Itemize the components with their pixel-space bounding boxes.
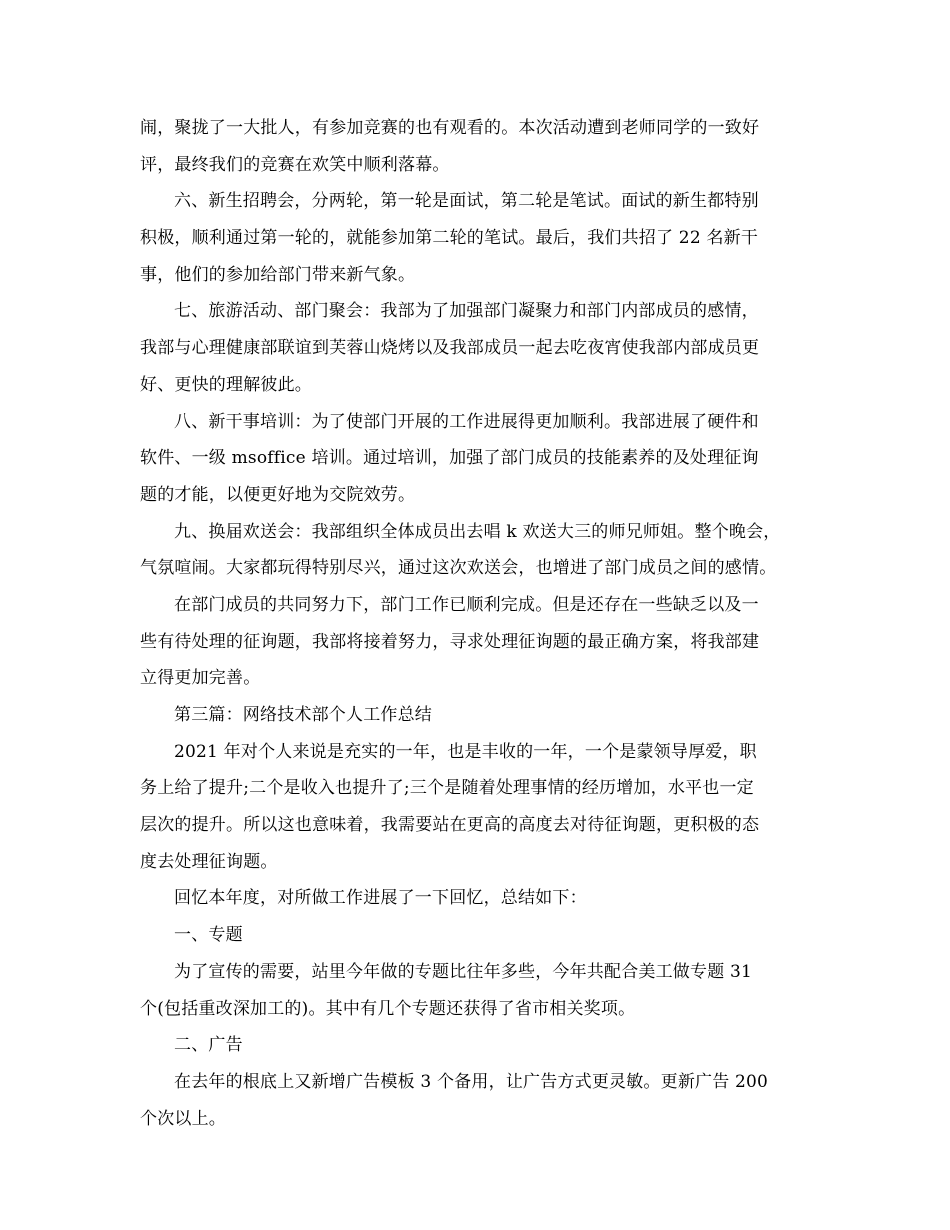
text-line: 气氛喧闹。大家都玩得特别尽兴，通过这次欢送会，也增进了部门成员之间的感情。	[140, 558, 777, 579]
paragraph-line: 在去年的根底上又新增广告模板 3 个备用，让广告方式更灵敏。更新广告 200	[174, 1071, 769, 1092]
paragraph-line: 回忆本年度，对所做工作进展了一下回忆，总结如下：	[174, 888, 587, 909]
text-line: 评，最终我们的竞赛在欢笑中顺利落幕。	[140, 154, 450, 175]
subheading: 一、专题	[174, 925, 243, 946]
text-line: 立得更加完善。	[140, 668, 261, 689]
text-line: 软件、一级 msoffice 培训。通过培训，加强了部门成员的技能素养的及处理征询	[140, 448, 759, 469]
subheading: 二、广告	[174, 1035, 243, 1056]
section-heading: 第三篇：网络技术部个人工作总结	[174, 705, 432, 725]
paragraph-line: 八、新干事培训：为了使部门开展的工作进展得更加顺利。我部进展了硬件和	[174, 411, 759, 432]
text-line: 积极，顺利通过第一轮的，就能参加第二轮的笔试。最后，我们共招了 22 名新干	[140, 228, 759, 249]
text-line: 层次的提升。所以这也意味着，我需要站在更高的高度去对待征询题，更积极的态	[140, 815, 760, 836]
text-line: 事，他们的参加给部门带来新气象。	[140, 264, 416, 285]
text-line: 度去处理征询题。	[140, 851, 278, 872]
paragraph-line: 在部门成员的共同努力下，部门工作已顺利完成。但是还存在一些缺乏以及一	[174, 594, 759, 615]
paragraph-line: 九、换届欢送会：我部组织全体成员出去唱 k 欢送大三的师兄师姐。整个晚会，	[174, 521, 781, 542]
text-line: 个次以上。	[140, 1108, 226, 1129]
document-body	[140, 110, 816, 1137]
paragraph-line: 七、旅游活动、部门聚会：我部为了加强部门凝聚力和部门内部成员的感情，	[174, 301, 759, 322]
text-line: 我部与心理健康部联谊到芙蓉山烧烤以及我部成员一起去吃夜宵使我部内部成员更	[140, 338, 760, 359]
text-line: 个(包括重改深加工的)。其中有几个专题还获得了省市相关奖项。	[140, 998, 636, 1019]
paragraph-line: 六、新生招聘会，分两轮，第一轮是面试，第二轮是笔试。面试的新生都特别	[174, 191, 759, 212]
text-line: 些有待处理的征询题，我部将接着努力，寻求处理征询题的最正确方案，将我部建	[140, 631, 760, 652]
paragraph-line: 2021 年对个人来说是充实的一年，也是丰收的一年，一个是蒙领导厚爱，职	[174, 741, 757, 762]
text-line: 好、更快的理解彼此。	[140, 374, 312, 395]
text-line: 闹，聚拢了一大批人，有参加竞赛的也有观看的。本次活动遭到老师同学的一致好	[140, 118, 760, 138]
text-line: 务上给了提升;二个是收入也提升了;三个是随着处理事情的经历增加，水平也一定	[140, 778, 754, 799]
paragraph-line: 为了宣传的需要，站里今年做的专题比往年多些，今年共配合美工做专题 31	[174, 961, 753, 982]
text-line: 题的才能，以便更好地为交院效劳。	[140, 484, 416, 505]
